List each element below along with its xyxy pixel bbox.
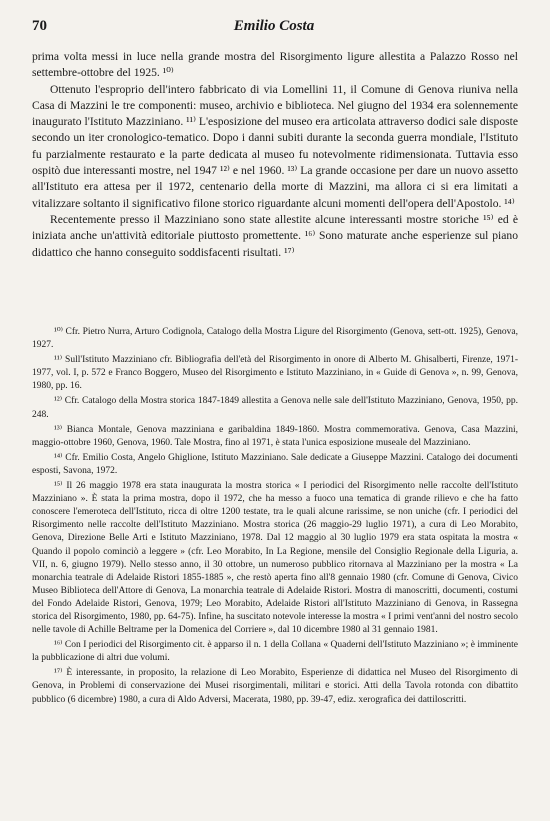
body-paragraph: prima volta messi in luce nella grande mostra del Risorgimento ligure allestita a Palazzo Rosso nel settembre-ottobre del 1925. ¹⁰⁾ xyxy=(32,50,518,80)
footnote: ¹⁰⁾ Cfr. Pietro Nurra, Arturo Codignola, Catalogo della Mostra Ligure del Risorgimento (Genova, sett-ott. 1925), Genova, 1927. xyxy=(32,327,518,351)
body-paragraph: Recentemente presso il Mazziniano sono state allestite alcune interessanti mostre storiche ¹⁵⁾ ed è iniziata anche un'attività editoriale piuttosto promettente. ¹⁶⁾ Sono maturate anche esperienze sul piano didattico che hanno conseguito soddisfacenti risultati. ¹⁷⁾ xyxy=(32,212,518,259)
footnote: ¹⁷⁾ È interessante, in proposito, la relazione di Leo Morabito, Esperienze di didattica nel Museo del Risorgimento di Genova, in Problemi di conservazione dei Musei risorgimentali, militari e storici. Atti della Tavola rotonda con dibattito pubblico (6 dicembre) 1980, a cura di Aldo Adversi, Macerata, 1980, pp. 39-47, ediz. xerografica dei dattiloscritti. xyxy=(32,668,518,705)
footnote: ¹⁵⁾ Il 26 maggio 1978 era stata inaugurata la mostra storica « I periodici del Risorgimento nelle raccolte dell'Istituto Mazziniano ». È stata la prima mostra, dopo il 1972, che ha messo a fuoco una tematica di grande rilievo e che ha fatto conoscere l'emeroteca dell'Istituto, ricca di oltre 1200 testate, tra le quali alcune rarissime, se non uniche (cfr. I periodici del Risorgimento nelle raccolte dell'Istituto Mazziniano. Mostra storica (26 maggio-29 luglio 1971), a cura di Leo Morabito, Genova, Direzione Belle Arti e Istituto Mazziniano, 1978. Dal 12 maggio al 30 luglio 1979 era stata ospitata la mostra « Quando il popolo cominciò a leggere » (cfr. Leo Morabito, In La Regione, mensile del Consiglio Regionale della Liguria, a. VII, n. 6, giugno 1979). Nello stesso anno, il 30 ottobre, un numeroso pubblico ritornava al Mazziniano per la mostra « La monarchia teatrale di Adelaide Ristori 1855-1885 », che restò aperta fino all'8 gennaio 1980 (cfr. Comune di Genova, Civico Museo Biblioteca dell'Attore di Genova, La monarchia teatrale di Adelaide Ristori. Mostra di manoscritti, documenti, costumi del Fondo Adelaide Ristori, Genova, 1979; Leo Morabito, Adelaide Ristori all'Istituto Mazziniano di Genova, in Rassegna storica del Risorgimento, 1980, pp. 64-75). Infine, ha suscitato notevole interesse la mostra « I primi vent'anni del nostro secolo nelle tavole di Achille Beltrame per la Domenica del Corriere », dal 10 dicembre 1980 al 31 gennaio 1981. xyxy=(32,481,518,636)
main-text xyxy=(32,49,518,261)
footnote: ¹²⁾ Cfr. Catalogo della Mostra storica 1847-1849 allestita a Genova nelle sale dell'Istituto Mazziniano, Genova, 1950, pp. 248. xyxy=(32,396,518,420)
footnote: ¹³⁾ Bianca Montale, Genova mazziniana e garibaldina 1849-1860. Mostra commemorativa. Genova, Casa Mazzini, maggio-ottobre 1960, Genova, 1960. Tale Mostra, fino al 1971, è stata l'unica esposizione museale del Mazziniano. xyxy=(32,424,518,448)
page-number: 70 xyxy=(32,18,47,34)
footnote: ¹⁴⁾ Cfr. Emilio Costa, Angelo Ghiglione, Istituto Mazziniano. Sale dedicate a Giuseppe Mazzini. Catalogo dei documenti esposti, Savona, 1972. xyxy=(32,452,518,476)
footnotes xyxy=(32,326,518,708)
page-header xyxy=(32,18,516,40)
body-paragraph: Ottenuto l'esproprio dell'intero fabbricato di via Lomellini 11, il Comune di Genova riuniva nella Casa di Mazzini le tre componenti: museo, archivio e biblioteca. Nel giugno del 1934 era solennemente inaugurato l'Istituto Mazziniano. ¹¹⁾ L'esposizione del museo era articolata attraverso dodici sale disposte secondo un iter cronologico-tematico. Dopo i danni subiti durante la seconda guerra mondiale, l'Istituto fu parzialmente restaurato e la parte dedicata al museo fu notevolmente ridimensionata. Tuttavia esso ospitò due interessanti mostre, nel 1947 ¹²⁾ e nel 1960. ¹³⁾ La grande occasione per dare un nuovo assetto all'Istituto era attesa per il 1972, centenario della morte di Mazzini, ma allora ci si era limitati a vitalizzare soltanto il significativo filone storico riguardante alcuni momenti dell'opera dell'Apostolo. ¹⁴⁾ xyxy=(32,82,518,210)
footnote: ¹⁶⁾ Con I periodici del Risorgimento cit. è apparso il n. 1 della Collana « Quaderni dell'Istituto Mazziniano »; è imminente la pubblicazione di altri due volumi. xyxy=(32,640,518,664)
footnote: ¹¹⁾ Sull'Istituto Mazziniano cfr. Bibliografia dell'età del Risorgimento in onore di Alberto M. Ghisalberti, Firenze, 1971-1977, vol. I, p. 572 e Franco Boggero, Museo del Risorgimento e Istituto Mazziniano, in « Guide di Genova », n. 99, Genova, 1980, pp. 16. xyxy=(32,355,518,392)
running-head: Emilio Costa xyxy=(233,18,315,34)
